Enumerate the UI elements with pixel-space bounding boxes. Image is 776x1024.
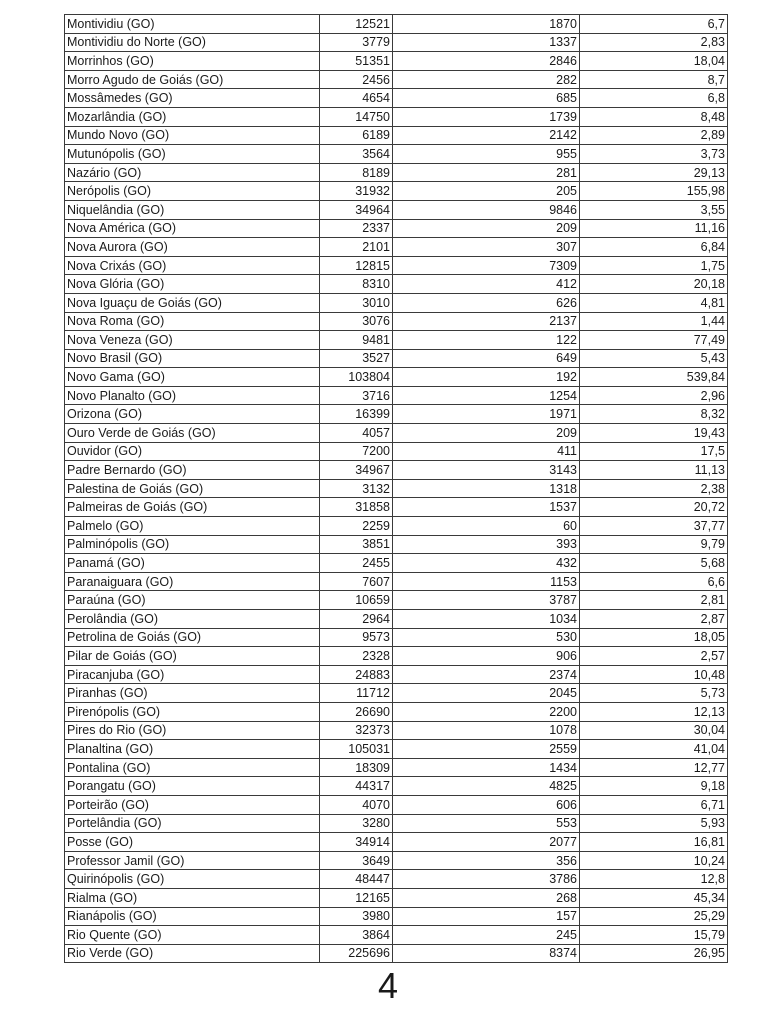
table-row [65,814,728,833]
municipality-cell: Palminópolis (GO) [65,535,320,554]
table-row [65,888,728,907]
table-row [65,740,728,759]
value-cell-3: 17,5 [580,442,728,461]
municipality-cell: Rianápolis (GO) [65,907,320,926]
municipality-cell: Nova Veneza (GO) [65,331,320,350]
value-cell-2: 9846 [393,200,580,219]
value-cell-1: 103804 [320,368,393,387]
table-row [65,33,728,52]
value-cell-3: 10,48 [580,665,728,684]
table-row [65,200,728,219]
table-row [65,312,728,331]
table-row [65,331,728,350]
value-cell-2: 2142 [393,126,580,145]
value-cell-1: 24883 [320,665,393,684]
municipality-cell: Mossâmedes (GO) [65,89,320,108]
table-row [65,70,728,89]
value-cell-3: 20,18 [580,275,728,294]
value-cell-3: 2,96 [580,386,728,405]
municipality-cell: Quirinópolis (GO) [65,870,320,889]
municipality-cell: Ouro Verde de Goiás (GO) [65,424,320,443]
municipality-cell: Mundo Novo (GO) [65,126,320,145]
municipality-cell: Niquelândia (GO) [65,200,320,219]
value-cell-3: 3,55 [580,200,728,219]
table-row [65,926,728,945]
table-row [65,870,728,889]
value-cell-3: 15,79 [580,926,728,945]
value-cell-2: 307 [393,238,580,257]
municipality-cell: Perolândia (GO) [65,610,320,629]
value-cell-3: 2,38 [580,479,728,498]
value-cell-3: 1,44 [580,312,728,331]
value-cell-2: 906 [393,647,580,666]
value-cell-3: 2,87 [580,610,728,629]
municipality-cell: Paraúna (GO) [65,591,320,610]
value-cell-3: 77,49 [580,331,728,350]
value-cell-2: 1078 [393,721,580,740]
value-cell-3: 6,7 [580,15,728,34]
value-cell-2: 411 [393,442,580,461]
value-cell-3: 5,68 [580,554,728,573]
value-cell-3: 3,73 [580,145,728,164]
table-row [65,795,728,814]
value-cell-2: 60 [393,517,580,536]
value-cell-3: 1,75 [580,256,728,275]
value-cell-2: 157 [393,907,580,926]
value-cell-1: 7607 [320,572,393,591]
value-cell-3: 11,16 [580,219,728,238]
value-cell-1: 14750 [320,107,393,126]
value-cell-1: 9573 [320,628,393,647]
value-cell-3: 26,95 [580,944,728,963]
value-cell-1: 2456 [320,70,393,89]
table-row [65,665,728,684]
value-cell-3: 12,77 [580,758,728,777]
municipality-cell: Montividiu (GO) [65,15,320,34]
municipality-cell: Palestina de Goiás (GO) [65,479,320,498]
value-cell-1: 4654 [320,89,393,108]
value-cell-3: 25,29 [580,907,728,926]
table-row [65,517,728,536]
value-cell-2: 553 [393,814,580,833]
table-row [65,349,728,368]
municipality-cell: Pontalina (GO) [65,758,320,777]
municipality-cell: Nazário (GO) [65,163,320,182]
municipality-cell: Porangatu (GO) [65,777,320,796]
municipality-cell: Ouvidor (GO) [65,442,320,461]
value-cell-2: 3143 [393,461,580,480]
value-cell-2: 2846 [393,52,580,71]
municipality-cell: Pilar de Goiás (GO) [65,647,320,666]
value-cell-2: 205 [393,182,580,201]
value-cell-2: 3787 [393,591,580,610]
municipality-cell: Paranaiguara (GO) [65,572,320,591]
value-cell-1: 2337 [320,219,393,238]
value-cell-1: 11712 [320,684,393,703]
table-row [65,944,728,963]
table-row [65,163,728,182]
value-cell-2: 209 [393,424,580,443]
value-cell-1: 3527 [320,349,393,368]
value-cell-2: 1254 [393,386,580,405]
value-cell-3: 12,13 [580,702,728,721]
value-cell-1: 3564 [320,145,393,164]
value-cell-2: 685 [393,89,580,108]
value-cell-2: 1739 [393,107,580,126]
municipality-cell: Portelândia (GO) [65,814,320,833]
table-row [65,238,728,257]
table-row [65,461,728,480]
table-row [65,368,728,387]
value-cell-1: 3864 [320,926,393,945]
value-cell-1: 34914 [320,833,393,852]
value-cell-2: 432 [393,554,580,573]
value-cell-2: 606 [393,795,580,814]
value-cell-1: 3980 [320,907,393,926]
table-row [65,424,728,443]
value-cell-3: 18,05 [580,628,728,647]
municipality-cell: Piracanjuba (GO) [65,665,320,684]
municipality-cell: Porteirão (GO) [65,795,320,814]
value-cell-3: 11,13 [580,461,728,480]
value-cell-1: 3716 [320,386,393,405]
value-cell-3: 6,8 [580,89,728,108]
table-row [65,89,728,108]
value-cell-2: 1337 [393,33,580,52]
value-cell-3: 5,73 [580,684,728,703]
value-cell-2: 281 [393,163,580,182]
value-cell-2: 2045 [393,684,580,703]
value-cell-2: 2077 [393,833,580,852]
municipality-cell: Morrinhos (GO) [65,52,320,71]
value-cell-1: 31858 [320,498,393,517]
municipality-cell: Mozarlândia (GO) [65,107,320,126]
municipality-cell: Montividiu do Norte (GO) [65,33,320,52]
table-row [65,182,728,201]
value-cell-1: 12815 [320,256,393,275]
value-cell-2: 1153 [393,572,580,591]
value-cell-3: 18,04 [580,52,728,71]
value-cell-2: 1434 [393,758,580,777]
value-cell-1: 2455 [320,554,393,573]
value-cell-3: 9,79 [580,535,728,554]
municipality-cell: Nova Aurora (GO) [65,238,320,257]
municipality-cell: Nova Roma (GO) [65,312,320,331]
table-row [65,833,728,852]
table-row [65,145,728,164]
value-cell-2: 1870 [393,15,580,34]
value-cell-1: 225696 [320,944,393,963]
value-cell-3: 5,93 [580,814,728,833]
value-cell-3: 5,43 [580,349,728,368]
value-cell-3: 6,84 [580,238,728,257]
value-cell-2: 3786 [393,870,580,889]
value-cell-2: 7309 [393,256,580,275]
table-row [65,758,728,777]
value-cell-1: 51351 [320,52,393,71]
municipality-cell: Nova América (GO) [65,219,320,238]
value-cell-2: 1318 [393,479,580,498]
municipality-cell: Petrolina de Goiás (GO) [65,628,320,647]
table-row [65,628,728,647]
value-cell-2: 8374 [393,944,580,963]
municipality-cell: Rio Verde (GO) [65,944,320,963]
value-cell-3: 30,04 [580,721,728,740]
value-cell-1: 4070 [320,795,393,814]
municipality-cell: Nerópolis (GO) [65,182,320,201]
value-cell-3: 6,6 [580,572,728,591]
municipality-cell: Novo Planalto (GO) [65,386,320,405]
value-cell-2: 268 [393,888,580,907]
municipality-cell: Palmelo (GO) [65,517,320,536]
municipality-cell: Nova Crixás (GO) [65,256,320,275]
value-cell-1: 9481 [320,331,393,350]
value-cell-2: 245 [393,926,580,945]
municipality-cell: Padre Bernardo (GO) [65,461,320,480]
table-row [65,851,728,870]
value-cell-2: 2137 [393,312,580,331]
table-row [65,442,728,461]
value-cell-3: 9,18 [580,777,728,796]
table-row [65,554,728,573]
municipality-cell: Piranhas (GO) [65,684,320,703]
table-row [65,907,728,926]
value-cell-1: 12165 [320,888,393,907]
value-cell-1: 2259 [320,517,393,536]
table-row [65,535,728,554]
value-cell-2: 122 [393,331,580,350]
municipality-cell: Mutunópolis (GO) [65,145,320,164]
table-row [65,702,728,721]
value-cell-1: 3132 [320,479,393,498]
value-cell-1: 2328 [320,647,393,666]
value-cell-3: 2,57 [580,647,728,666]
value-cell-2: 192 [393,368,580,387]
table-row [65,647,728,666]
value-cell-3: 8,48 [580,107,728,126]
municipality-cell: Planaltina (GO) [65,740,320,759]
value-cell-1: 32373 [320,721,393,740]
table-row [65,256,728,275]
value-cell-1: 3779 [320,33,393,52]
value-cell-2: 1537 [393,498,580,517]
value-cell-1: 6189 [320,126,393,145]
value-cell-2: 955 [393,145,580,164]
value-cell-2: 1971 [393,405,580,424]
value-cell-1: 12521 [320,15,393,34]
value-cell-1: 3280 [320,814,393,833]
value-cell-1: 2964 [320,610,393,629]
value-cell-2: 393 [393,535,580,554]
value-cell-1: 10659 [320,591,393,610]
value-cell-2: 649 [393,349,580,368]
value-cell-2: 530 [393,628,580,647]
value-cell-2: 412 [393,275,580,294]
table-row [65,572,728,591]
value-cell-3: 4,81 [580,293,728,312]
table-row [65,777,728,796]
value-cell-3: 12,8 [580,870,728,889]
value-cell-1: 18309 [320,758,393,777]
table-body [65,15,728,963]
value-cell-3: 37,77 [580,517,728,536]
table-row [65,52,728,71]
municipality-cell: Pires do Rio (GO) [65,721,320,740]
table-row [65,405,728,424]
value-cell-3: 16,81 [580,833,728,852]
value-cell-3: 2,89 [580,126,728,145]
municipality-cell: Professor Jamil (GO) [65,851,320,870]
table-row [65,15,728,34]
table-row [65,591,728,610]
municipality-cell: Panamá (GO) [65,554,320,573]
table-row [65,684,728,703]
value-cell-3: 10,24 [580,851,728,870]
table-row [65,275,728,294]
value-cell-3: 20,72 [580,498,728,517]
value-cell-3: 29,13 [580,163,728,182]
value-cell-2: 2200 [393,702,580,721]
value-cell-2: 356 [393,851,580,870]
value-cell-1: 3851 [320,535,393,554]
municipality-cell: Morro Agudo de Goiás (GO) [65,70,320,89]
municipality-cell: Nova Iguaçu de Goiás (GO) [65,293,320,312]
data-table [64,14,728,963]
value-cell-2: 626 [393,293,580,312]
municipality-cell: Palmeiras de Goiás (GO) [65,498,320,517]
value-cell-2: 4825 [393,777,580,796]
municipality-cell: Rio Quente (GO) [65,926,320,945]
value-cell-3: 45,34 [580,888,728,907]
municipality-cell: Posse (GO) [65,833,320,852]
value-cell-1: 4057 [320,424,393,443]
table-row [65,479,728,498]
value-cell-3: 2,81 [580,591,728,610]
table-row [65,126,728,145]
value-cell-3: 155,98 [580,182,728,201]
value-cell-1: 3649 [320,851,393,870]
value-cell-2: 1034 [393,610,580,629]
value-cell-3: 19,43 [580,424,728,443]
value-cell-3: 2,83 [580,33,728,52]
table-row [65,293,728,312]
table-row [65,219,728,238]
table-row [65,721,728,740]
table-row [65,107,728,126]
value-cell-1: 105031 [320,740,393,759]
value-cell-1: 26690 [320,702,393,721]
table-row [65,498,728,517]
municipality-cell: Orizona (GO) [65,405,320,424]
value-cell-1: 31932 [320,182,393,201]
municipality-cell: Novo Gama (GO) [65,368,320,387]
value-cell-1: 8310 [320,275,393,294]
value-cell-1: 7200 [320,442,393,461]
table-row [65,386,728,405]
municipality-cell: Pirenópolis (GO) [65,702,320,721]
value-cell-1: 48447 [320,870,393,889]
value-cell-3: 539,84 [580,368,728,387]
value-cell-1: 8189 [320,163,393,182]
value-cell-1: 3010 [320,293,393,312]
page-number: 4 [377,965,399,1006]
value-cell-2: 282 [393,70,580,89]
table-row [65,610,728,629]
value-cell-3: 8,7 [580,70,728,89]
value-cell-2: 2374 [393,665,580,684]
value-cell-1: 2101 [320,238,393,257]
value-cell-1: 34964 [320,200,393,219]
value-cell-2: 209 [393,219,580,238]
value-cell-2: 2559 [393,740,580,759]
value-cell-1: 34967 [320,461,393,480]
value-cell-3: 6,71 [580,795,728,814]
value-cell-1: 44317 [320,777,393,796]
municipality-cell: Rialma (GO) [65,888,320,907]
municipality-cell: Novo Brasil (GO) [65,349,320,368]
value-cell-1: 3076 [320,312,393,331]
value-cell-3: 41,04 [580,740,728,759]
municipality-cell: Nova Glória (GO) [65,275,320,294]
value-cell-1: 16399 [320,405,393,424]
value-cell-3: 8,32 [580,405,728,424]
